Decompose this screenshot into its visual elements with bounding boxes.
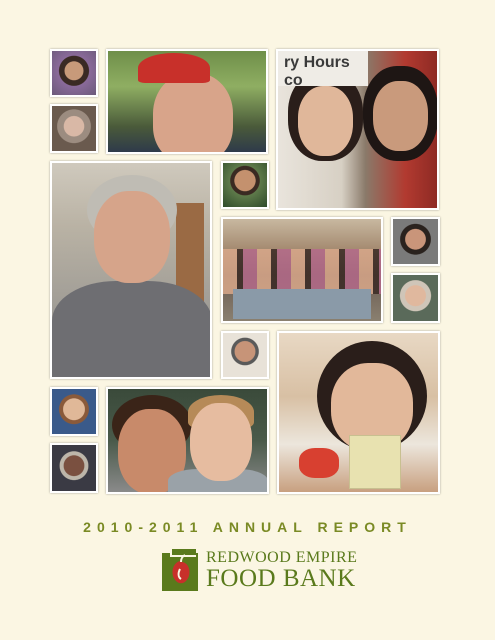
logo-line-redwood-empire: REDWOOD EMPIRE bbox=[206, 549, 358, 566]
photo-elderly-woman-glasses bbox=[50, 161, 212, 379]
logo-line-food-bank: FOOD BANK bbox=[206, 565, 356, 592]
photo-elderly-woman-dark-small bbox=[50, 443, 98, 493]
food-bank-logo-icon bbox=[160, 547, 202, 593]
photo-girl-and-mother bbox=[276, 49, 439, 210]
photo-toddler-small bbox=[50, 387, 98, 436]
annual-report-title: 2010-2011 ANNUAL REPORT bbox=[83, 519, 412, 535]
photo-girl-small bbox=[50, 49, 98, 97]
photo-man-red-cap bbox=[106, 49, 268, 154]
photo-boy-small-right bbox=[391, 217, 440, 266]
photo-boy-small bbox=[221, 161, 269, 209]
photo-woman-small-right bbox=[391, 273, 440, 323]
photo-father-and-son bbox=[106, 387, 269, 494]
pantry-hours-sign: ry Hours co bbox=[278, 51, 368, 86]
photo-children-lunch-table bbox=[221, 217, 383, 323]
photo-elderly-woman-small bbox=[50, 104, 98, 153]
photo-man-small-middle bbox=[221, 331, 269, 379]
food-bank-logo bbox=[160, 545, 360, 595]
photo-girl-with-food bbox=[277, 331, 440, 494]
